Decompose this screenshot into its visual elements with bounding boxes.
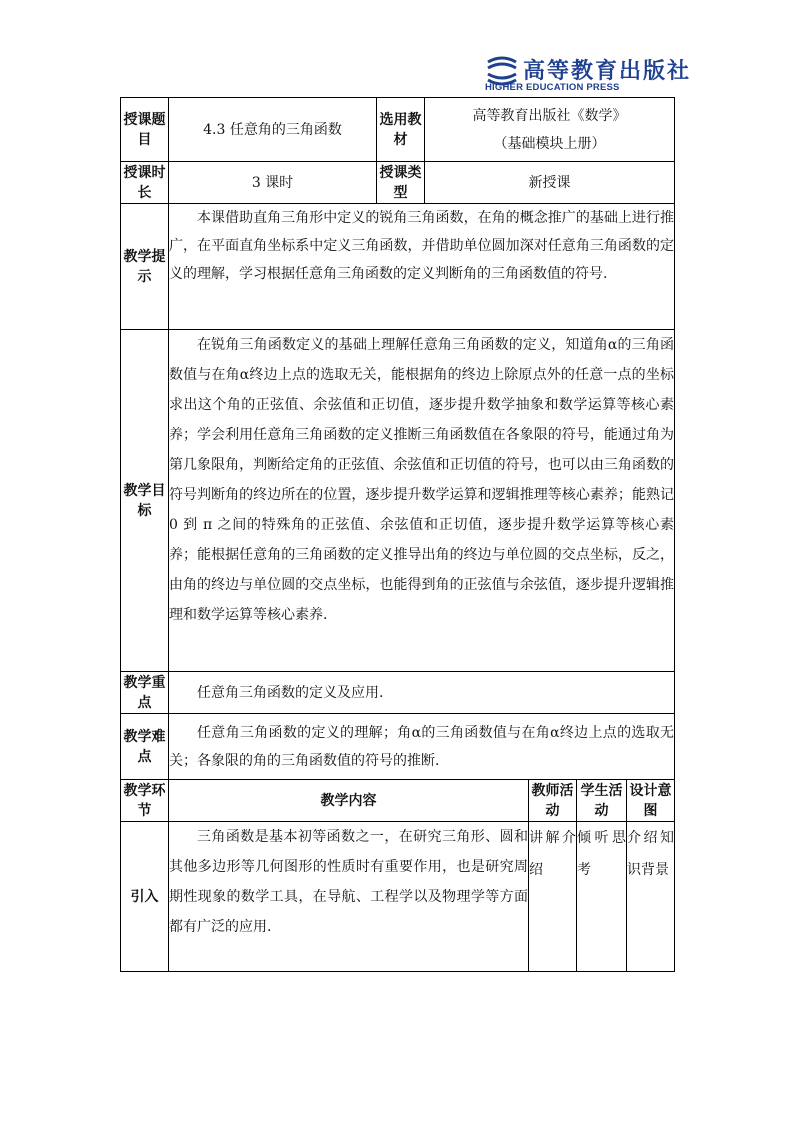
process-row-intro: [121, 822, 675, 972]
tips-label: 教学提示: [121, 204, 169, 330]
row-duration: [121, 162, 675, 204]
topic-value: 4.3 任意角的三角函数: [169, 98, 377, 162]
row-goals: [121, 330, 675, 672]
publisher-name-en: HIGHER EDUCATION PRESS: [485, 82, 620, 93]
type-label: 授课类型: [377, 162, 425, 204]
difficulty-text: 任意角三角函数的定义的理解；角α的三角函数值与在角α终边上点的选取无关；各象限的角的三角函数值的符号的推断.: [169, 714, 675, 780]
row-topic: [121, 98, 675, 162]
difficulty-label: 教学难点: [121, 714, 169, 780]
content-header: 教学内容: [169, 780, 529, 822]
stage-intro: 引入: [121, 822, 169, 972]
publisher-logo: [485, 54, 692, 94]
intro-student-activity: 倾听思考: [577, 822, 627, 972]
textbook-value: [425, 98, 675, 162]
key-text: 任意角三角函数的定义及应用.: [169, 672, 675, 714]
intro-design-intent: 介绍知识背景: [627, 822, 675, 972]
textbook-label: 选用教材: [377, 98, 425, 162]
lesson-plan-table: [120, 97, 675, 972]
teacher-header: 教师活动: [529, 780, 577, 822]
tips-text: 本课借助直角三角形中定义的锐角三角函数，在角的概念推广的基础上进行推广，在平面直角坐标系中定义三角函数，并借助单位圆加深对任意角三角函数的定义的理解，学习根据任意角三角函数的定义判断角的三角函数值的符号.: [169, 204, 675, 330]
duration-value: 3 课时: [169, 162, 377, 204]
textbook-line-1: 高等教育出版社《数学》: [472, 107, 627, 124]
textbook-line-2: （基础模块上册）: [493, 135, 606, 152]
stage-header: 教学环节: [121, 780, 169, 822]
type-value: 新授课: [425, 162, 675, 204]
row-key: [121, 672, 675, 714]
goals-label: 教学目标: [121, 330, 169, 672]
student-header: 学生活动: [577, 780, 627, 822]
duration-label: 授课时长: [121, 162, 169, 204]
goals-text: 在锐角三角函数定义的基础上理解任意角三角函数的定义，知道角α的三角函数值与在角α终边上点的选取无关，能根据角的终边上除原点外的任意一点的坐标求出这个角的正弦值、余弦值和正切值，逐步提升数学抽象和数学运算等核心素养；学会利用任意角三角函数的定义推断三角函数值在各象限的符号，能通过角为第几象限角，判断给定角的正弦值、余弦值和正切值的符号，也可以由三角函数的符号判断角的终边所在的位置，逐步提升数学运算和逻辑推理等核心素养；能熟记 0 到 π 之间的特殊角的正弦值、余弦值和正切值，逐步提升数学运算等核心素养；能根据任意角的三角函数的定义推导出角的终边与单位圆的交点坐标，反之，由角的终边与单位圆的交点坐标，也能得到角的正弦值与余弦值，逐步提升逻辑推理和数学运算等核心素养.: [169, 330, 675, 672]
key-label: 教学重点: [121, 672, 169, 714]
process-header-row: [121, 780, 675, 822]
intro-teacher-activity: 讲解介绍: [529, 822, 577, 972]
intro-content: 三角函数是基本初等函数之一，在研究三角形、圆和其他多边形等几何图形的性质时有重要作用，也是研究周期性现象的数学工具，在导航、工程学以及物理学等方面都有广泛的应用.: [169, 822, 529, 972]
row-tips: [121, 204, 675, 330]
topic-label: 授课题目: [121, 98, 169, 162]
row-difficulty: [121, 714, 675, 780]
publisher-name-cn: 高等教育出版社: [523, 58, 692, 84]
design-header: 设计意图: [627, 780, 675, 822]
